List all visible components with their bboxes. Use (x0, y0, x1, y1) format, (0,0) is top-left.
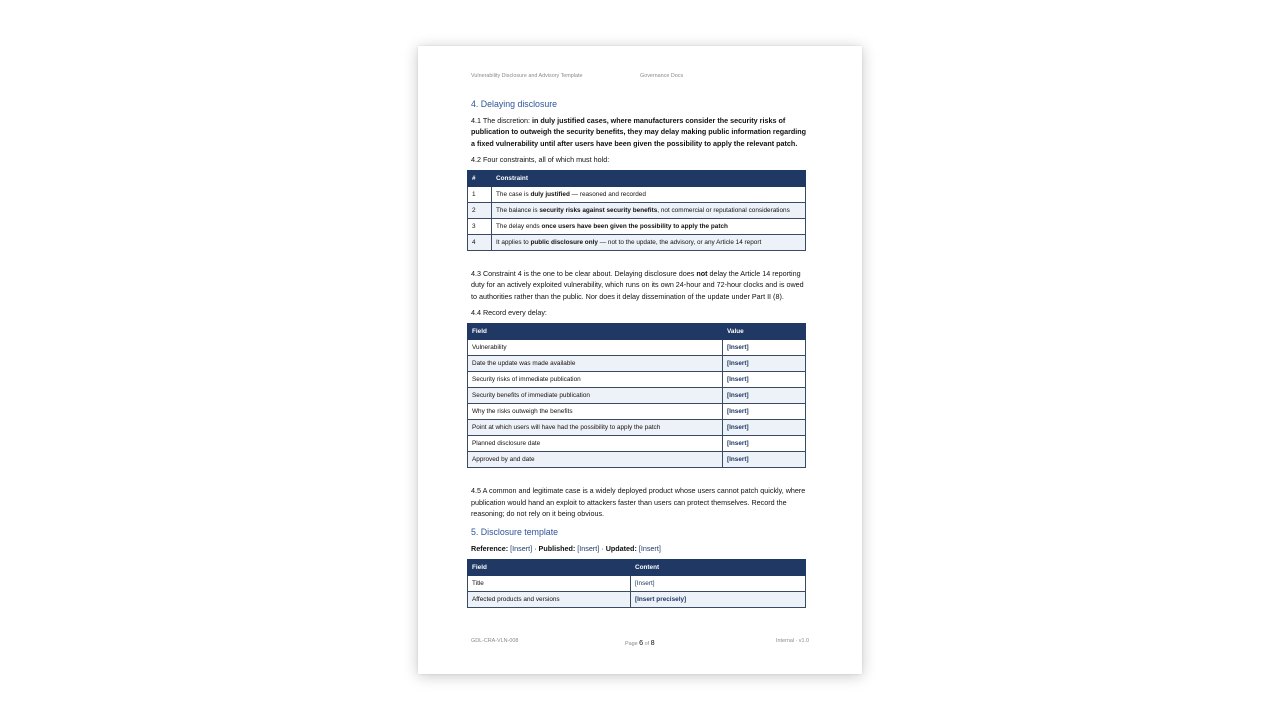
paragraph-4-4: 4.4 Record every delay: (471, 308, 547, 318)
constraint-post: — reasoned and recorded (569, 191, 646, 199)
updated-value: [Insert] (638, 544, 661, 554)
header-doc-title: Vulnerability Disclosure and Advisory Template (471, 73, 583, 79)
paragraph-4-2: 4.2 Four constraints, all of which must hold: (471, 154, 610, 164)
record-field: Point at which users will have had the possibility to apply the patch (468, 420, 723, 436)
paragraph-4-1 (471, 115, 807, 149)
column-header-constraint: Constraint (492, 171, 806, 187)
disclosure-template-table (467, 559, 806, 608)
table-row (468, 203, 806, 219)
record-value: [Insert] (723, 372, 806, 388)
page-total: 8 (650, 638, 655, 647)
record-value: [Insert] (723, 452, 806, 468)
constraint-bold: once users have been given the possibility to apply the patch (541, 223, 728, 231)
table-row (468, 372, 806, 388)
p41-lead: 4.1 The discretion: (471, 116, 532, 125)
record-value: [Insert] (723, 340, 806, 356)
constraint-post: , not commercial or reputational considerations (657, 207, 790, 215)
column-header-number: # (468, 171, 492, 187)
constraint-text (492, 235, 806, 251)
table-header-row (468, 324, 806, 340)
table-row (468, 388, 806, 404)
reference-line (471, 543, 807, 554)
separator-dot: · (534, 544, 537, 554)
page-of: of (644, 641, 650, 647)
constraint-number: 1 (468, 187, 492, 203)
record-value: [Insert] (723, 388, 806, 404)
classification-label: Internal · v1.0 (776, 638, 809, 644)
constraint-text (492, 187, 806, 203)
table-header-row (468, 560, 806, 576)
template-field: Affected products and versions (468, 592, 631, 608)
page-footer (471, 638, 809, 648)
constraint-number: 3 (468, 219, 492, 235)
running-header (471, 73, 684, 79)
template-value: [Insert] (631, 576, 806, 592)
constraint-number: 2 (468, 203, 492, 219)
table-header-row (468, 171, 806, 187)
table-row (468, 420, 806, 436)
document-id: GDL-CRA-VLN-008 (471, 638, 519, 644)
table-row (468, 187, 806, 203)
record-value: [Insert] (723, 404, 806, 420)
page-number (625, 638, 655, 647)
table-row (468, 235, 806, 251)
constraint-number: 4 (468, 235, 492, 251)
record-field: Planned disclosure date (468, 436, 723, 452)
constraint-text (492, 219, 806, 235)
record-value: [Insert] (723, 436, 806, 452)
table-row (468, 576, 806, 592)
constraint-text (492, 203, 806, 219)
constraint-pre: The balance is (496, 207, 540, 215)
record-value: [Insert] (723, 420, 806, 436)
record-field: Security risks of immediate publication (468, 372, 723, 388)
table-row (468, 436, 806, 452)
constraint-pre: The delay ends (496, 223, 542, 231)
constraints-table (467, 170, 806, 251)
record-field: Security benefits of immediate publication (468, 388, 723, 404)
table-row (468, 452, 806, 468)
section-5-heading: 5. Disclosure template (471, 527, 559, 538)
column-header-field: Field (468, 560, 631, 576)
p43-post: delay the Article 14 reporting duty for an actively exploited vulnerability, which runs on its own 24-hour and 72-hour clocks and is owed to authorities rather than the public. Nor does it delay dissemination of the update under Part II (8). (471, 269, 804, 301)
template-value: [Insert precisely] (631, 592, 806, 608)
header-collection: Governance Docs (640, 73, 684, 79)
published-value: [Insert] (577, 544, 600, 554)
constraint-bold: security risks against security benefits (539, 207, 658, 215)
record-field: Approved by and date (468, 452, 723, 468)
page-content (471, 99, 807, 608)
column-header-field: Field (468, 324, 723, 340)
page-label: Page (625, 641, 638, 647)
template-field: Title (468, 576, 631, 592)
record-value: [Insert] (723, 356, 806, 372)
page-current: 6 (639, 638, 644, 647)
p43-pre: 4.3 Constraint 4 is the one to be clear about. Delaying disclosure does (471, 269, 697, 279)
constraint-bold: public disclosure only (530, 239, 598, 247)
constraint-post: — not to the update, the advisory, or any Article 14 report (597, 239, 762, 247)
column-header-content: Content (631, 560, 806, 576)
table-row (468, 356, 806, 372)
record-field: Date the update was made available (468, 356, 723, 372)
section-4-heading: 4. Delaying disclosure (471, 99, 558, 109)
paragraph-4-5: 4.5 A common and legitimate case is a widely deployed product whose users cannot patch quickly, where publication would hand an exploit to attackers faster than users can protect themselves. Record the reasoning; do not rely on it being obvious. (471, 486, 806, 518)
table-row (468, 340, 806, 356)
constraint-pre: The case is (496, 191, 531, 199)
column-header-value: Value (723, 324, 806, 340)
document-page (418, 46, 862, 674)
constraint-bold: duly justified (530, 191, 570, 199)
record-field: Why the risks outweigh the benefits (468, 404, 723, 420)
record-field: Vulnerability (468, 340, 723, 356)
delay-record-table (467, 323, 806, 468)
reference-value: [Insert] (510, 544, 533, 554)
p43-bold: not (696, 269, 708, 279)
p41-bold: in duly justified cases, where manufacturers consider the security risks of publication to outweigh the security benefits, they may delay making public information regarding a fixed vulnerability until after users have been given the possibility to apply the relevant patch. (471, 116, 807, 148)
reference-label: Reference: (471, 544, 509, 554)
paragraph-4-3 (471, 268, 807, 302)
table-row (468, 404, 806, 420)
published-label: Published: (538, 544, 576, 554)
table-row (468, 592, 806, 608)
constraint-pre: It applies to (496, 239, 531, 247)
separator-dot: · (601, 544, 604, 554)
updated-label: Updated: (605, 544, 637, 554)
table-row (468, 219, 806, 235)
